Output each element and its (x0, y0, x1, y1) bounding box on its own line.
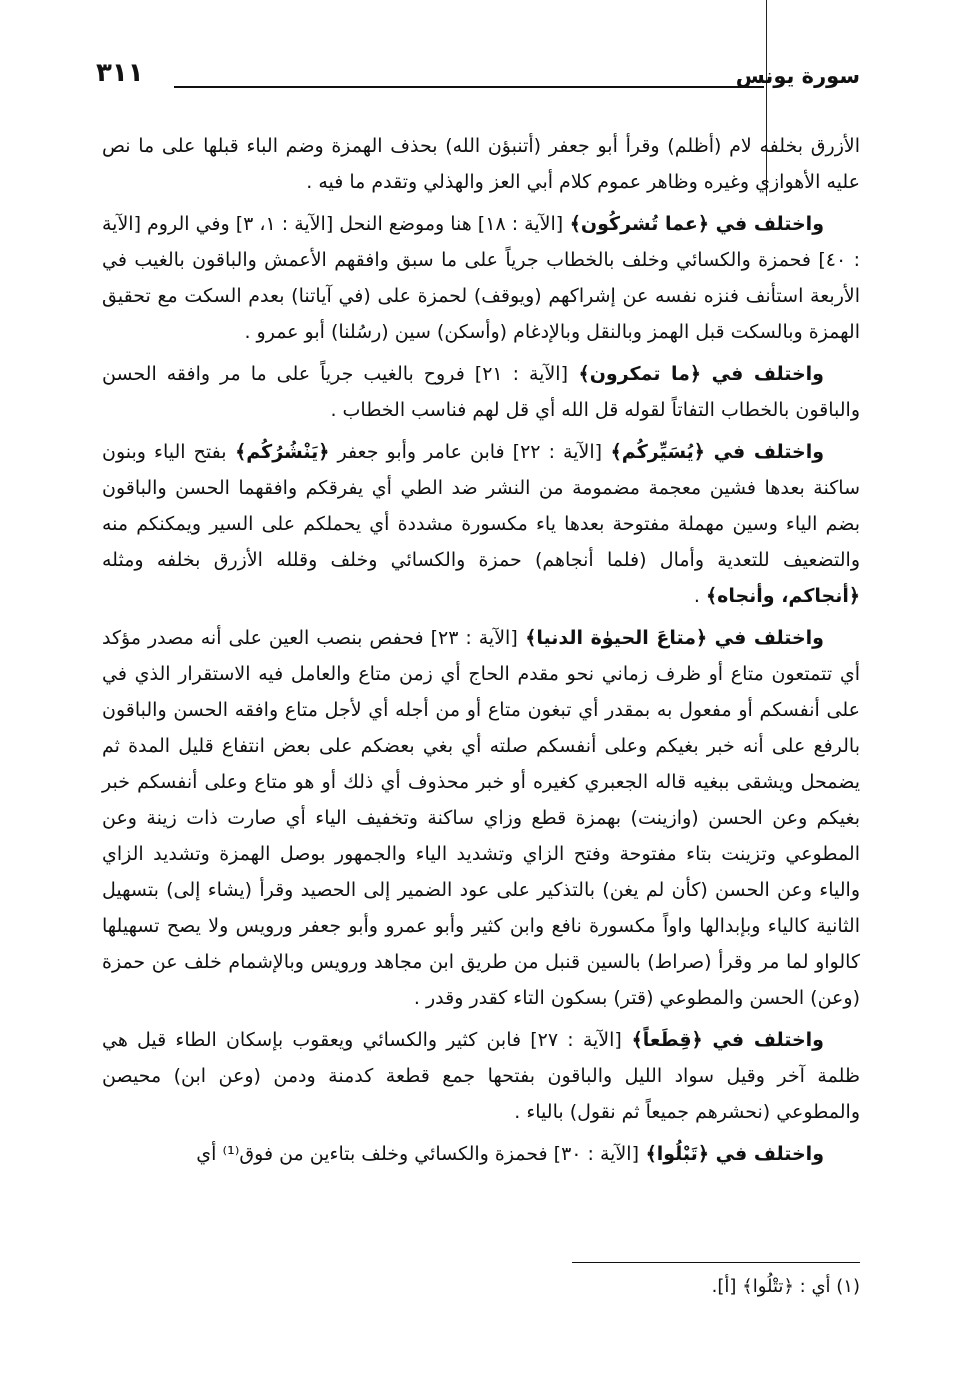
bold-phrase: واختلف في ﴿تَبْلُوا﴾ (639, 1143, 824, 1165)
paragraph (102, 128, 860, 200)
bold-phrase: ﴿أنجاكم، وأنجاه﴾ (705, 585, 860, 607)
text-run: [الآية : ٢٣] فحفص بنصب العين على أنه مصدر مؤكد أي تتمتعون متاع أو ظرف زماني نحو مقدم الحاج أي زمن متاع والعامل فيه الاستقرار الذي في على أنفسكم أو مفعول به بمقدر أي تبغون متاع أو من أجله أي لأجل متاع وافقه الحسن والباقون بالرفع على أنه خبر بغيكم وعلى أنفسكم صلته أي بغي بعضكم على بعض انتفاع قليل المدة ثم يضمحل ويشقى ببغيه قاله الجعبري كغيره أو خبر محذوف أي ذلك أو هو متاع وعلى أنفسكم خبر بغيكم وعن الحسن (وازينت) بهمزة قطع وزاي ساكنة وتخفيف الياء أي صارت ذات زينة وعن المطوعي وتزينت بتاء مفتوحة وفتح الزاي وتشديد الياء والجمهور بوصل الهمزة وتشديد الزاي والياء وعن الحسن (كأن لم يغن) بالتذكير على عود الضمير إلى الحصيد وقرأ (يشاء إلى) بتسهيل الثانية كالياء وبإبدالها واواً مكسورة نافع وابن كثير وأبو عمرو وأبو جعفر ورويس ولا يصح تسهيلها كالواو لما مر وقرأ (صراط) بالسين قنبل من طريق ابن مجاهد ورويس وبالإشمام خلف عن حمزة (وعن) الحسن والمطوعي (قتر) بسكون التاء كقدر وقدر . (102, 627, 860, 1009)
paragraph (102, 1136, 860, 1172)
text-run: [الآية : ٢٢] فابن عامر وأبو جعفر (329, 441, 603, 463)
paragraph (102, 434, 860, 614)
paragraph (102, 1022, 860, 1130)
header-rule (174, 86, 764, 88)
text-run: [الآية : ١٨] هنا وموضع النحل [الآية : ١، ٣] وفي الروم [الآية : ٤٠] فحمزة والكسائي وخلف بالخطاب جرياً على ما سبق وافقهم الأعمش والباقون بالغيب في الأربعة استأنف فنزه نفسه عن إشراكهم (ويوقف) لحمزة على (في آياتنا) بعدم السكت مع تحقيق الهمزة وبالسكت قبل الهمز وبالنقل وبالإدغام (وأسكن) سين (رسُلنا) أبو عمرو . (102, 213, 860, 343)
paragraph (102, 356, 860, 428)
text-run: [الآية : ٣٠] فحمزة والكسائي وخلف بتاءين من فوق⁽¹⁾ أي (196, 1143, 639, 1165)
bold-phrase: واختلف في ﴿ما تمكرون﴾ (568, 363, 824, 385)
text-run: [الآية : ٢٧] فابن كثير والكسائي ويعقوب بإسكان الطاء قيل هي ظلمة آخر وقيل سواد الليل والباقون بفتحها جمع قطعة كدمنة ودمن (وعن ابن) محيصن والمطوعي (نحشرهم جميعاً ثم نقول) بالياء . (102, 1029, 860, 1123)
bold-phrase: واختلف في ﴿متاعَ الحيوٰة الدنيا﴾ (517, 627, 824, 649)
text-run: الأزرق بخلفه لام (أظلم) وقرأ أبو جعفر (أتنبؤن الله) بحذف الهمزة وضم الباء قبلها على ما نص عليه الأهوازي وغيره وظاهر عموم كلام أبي العز والهذلي وتقدم ما فيه . (102, 135, 860, 193)
footnote-rule (572, 1262, 860, 1263)
bold-phrase: ﴿يَنْشُرُكُم﴾ (226, 441, 330, 463)
page-number: ٣١١ (96, 58, 144, 88)
text-run: . (693, 585, 706, 607)
surah-title: سورة يونس (735, 64, 860, 88)
footnote: (١) أي : ﴿تتْلُوا﴾ [أ]. (711, 1276, 860, 1297)
paragraph (102, 206, 860, 350)
text-run: [الآية : ٢١] فروح بالغيب جرياً على ما مر وافقه الحسن والباقون بالخطاب التفاتاً لقوله قل الله أي قل لهم فناسب الخطاب . (102, 363, 860, 421)
text-run: بفتح الياء وبنون ساكنة بعدها فشين معجمة مضمومة من النشر ضد الطي أي يفرقكم وافقهما الحسن والباقون بضم الياء وسين مهملة مفتوحة بعدها ياء مكسورة مشددة أي يحملكم على السير ويمكنكم منه والتضعيف للتعدية وأمال (فلما أنجاهم) حمزة والكسائي وخلف وقلله الأزرق بخلفه ومثله (102, 441, 860, 571)
bold-phrase: واختلف في ﴿يُسَيِّركُم﴾ (602, 441, 825, 463)
main-text (102, 128, 860, 1178)
bold-phrase: واختلف في ﴿قِطَعاً﴾ (621, 1029, 824, 1051)
bold-phrase: واختلف في ﴿عما تُشركُون﴾ (563, 213, 825, 235)
page-header (96, 58, 860, 98)
paragraph (102, 620, 860, 1016)
